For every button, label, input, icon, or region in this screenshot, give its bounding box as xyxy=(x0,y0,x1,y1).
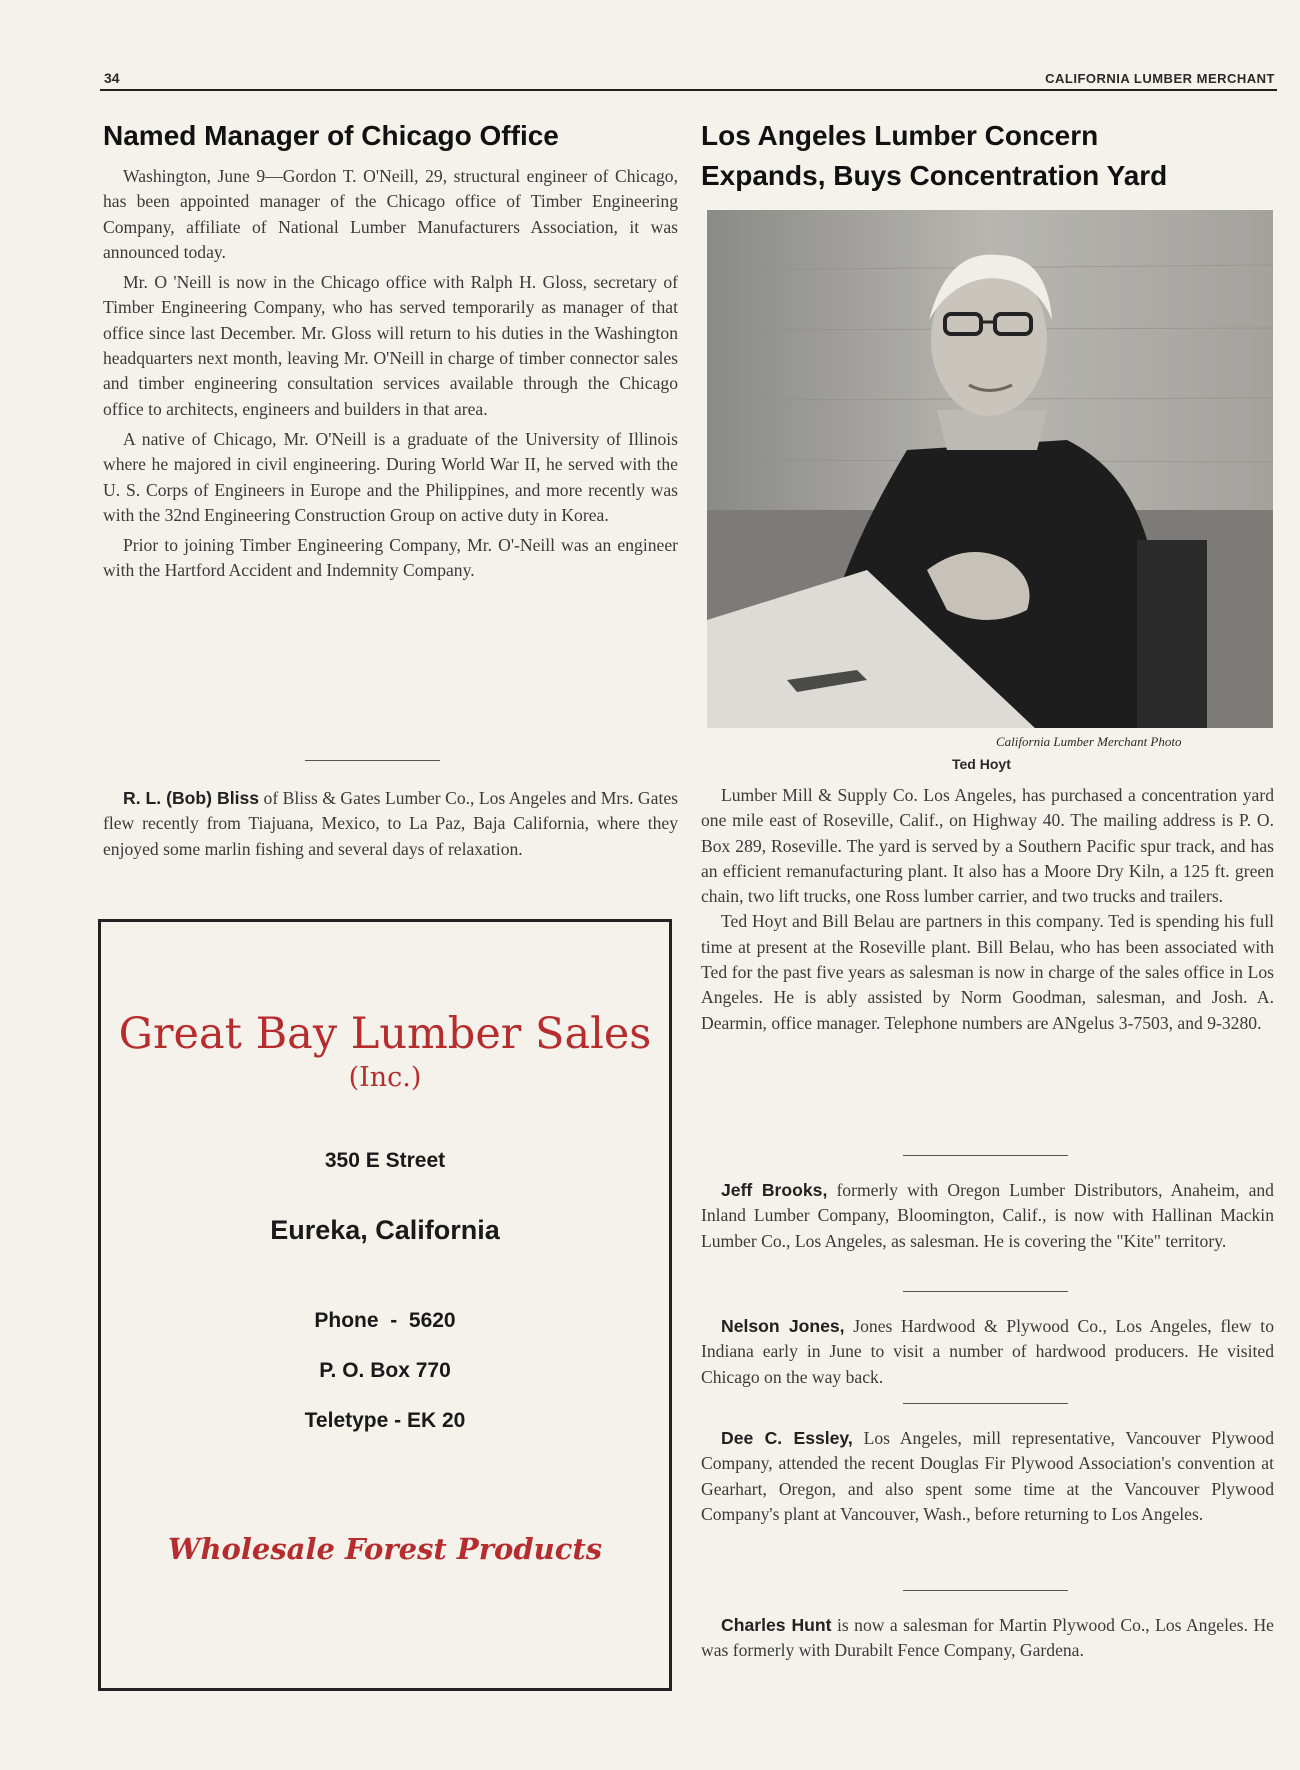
right-article-headline-line1: Los Angeles Lumber Concern xyxy=(701,120,1099,151)
news-item-lead: Nelson Jones, xyxy=(721,1316,845,1336)
news-item-text: Los Angeles, mill representative, Vancouver Plywood Company, attended the recent Douglas Fir Plywood Association's convention at Gearhart, Oregon, and also spent some time at the Vancouver Plywood Company's plant at Vancouver, Wash., before returning to Los Angeles. xyxy=(701,1428,1274,1524)
ted-hoyt-photo xyxy=(707,210,1273,728)
photo-credit: California Lumber Merchant Photo xyxy=(996,734,1182,749)
right-article-body xyxy=(701,783,1274,1036)
advertisement-box xyxy=(98,919,672,1691)
news-item-text: is now a salesman for Martin Plywood Co., Los Angeles. He was formerly with Durabilt Fence Company, Gardena. xyxy=(701,1615,1274,1661)
ad-po-box: P. O. Box 770 xyxy=(319,1359,451,1382)
news-item-lead: Charles Hunt xyxy=(721,1615,832,1635)
left-article-headline: Named Manager of Chicago Office xyxy=(103,120,559,151)
ad-phone: Phone - 5620 xyxy=(314,1309,456,1332)
news-item-text: Jones Hardwood & Plywood Co., Los Angeles, flew to Indiana early in June to visit a number of hardwood producers. He visited Chicago on the way back. xyxy=(701,1316,1274,1387)
header-rule xyxy=(100,89,1277,91)
page-number: 34 xyxy=(104,70,120,86)
photo-illustration xyxy=(707,210,1273,728)
news-item xyxy=(701,1178,1274,1254)
section-divider xyxy=(903,1403,1068,1404)
section-divider xyxy=(305,760,440,761)
left-article-paragraph: A native of Chicago, Mr. O'Neill is a graduate of the University of Illinois where he majored in civil engineering. During World War II, he served with the U. S. Corps of Engineers in Europe and the Philippines, and more recently was with the 32nd Engineering Construction Group on active duty in Korea. xyxy=(103,428,678,525)
section-divider xyxy=(903,1155,1068,1156)
ad-company-inc: (Inc.) xyxy=(348,1062,422,1093)
left-article-paragraph: Washington, June 9—Gordon T. O'Neill, 29, structural engineer of Chicago, has been appointed manager of the Chicago office of Timber Engineering Company, affiliate of National Lumber Manufacturers Association, it was announced today. xyxy=(103,166,678,262)
news-item-lead: Jeff Brooks, xyxy=(721,1180,828,1200)
news-item xyxy=(701,1613,1274,1664)
photo-caption: Ted Hoyt xyxy=(952,756,1011,772)
news-item-lead: Dee C. Essley, xyxy=(721,1428,853,1448)
bliss-item xyxy=(103,786,678,862)
right-article-paragraph: Ted Hoyt and Bill Belau are partners in this company. Ted is spending his full time at present at the Roseville plant. Bill Belau, who has been associated with Ted for the past five years as salesman is now in charge of the sales office in Los Angeles. He is ably assisted by Norm Goodman, salesman, and Josh. A. Dearmin, office manager. Telephone numbers are ANgelus 3-7503, and 9-3280. xyxy=(701,911,1274,1033)
left-article-paragraph: Mr. O 'Neill is now in the Chicago office with Ralph H. Gloss, secretary of Timber Engineering Company, who has served temporarily as manager of that office since last December. Mr. Gloss will return to his duties in the Washington headquarters next month, leaving Mr. O'Neill in charge of timber connector sales and timber engineering consultation services available through the Chicago office to architects, engineers and builders in that area. xyxy=(103,272,678,419)
bliss-item-lead: R. L. (Bob) Bliss xyxy=(123,788,260,808)
news-item xyxy=(701,1314,1274,1390)
news-item-text: formerly with Oregon Lumber Distributors, Anaheim, and Inland Lumber Company, Bloomington, Calif., is now with Hallinan Mackin Lumber Co., Los Angeles, as salesman. He is covering the "Kite" territory. xyxy=(701,1180,1274,1251)
magazine-title: CALIFORNIA LUMBER MERCHANT xyxy=(1045,71,1275,86)
news-item xyxy=(701,1426,1274,1527)
ad-city: Eureka, California xyxy=(270,1215,500,1245)
right-article-headline-line2: Expands, Buys Concentration Yard xyxy=(701,160,1168,191)
ad-street: 350 E Street xyxy=(324,1149,446,1172)
bliss-item-text: of Bliss & Gates Lumber Co., Los Angeles and Mrs. Gates flew recently from Tiajuana, Mexico, to La Paz, Baja California, where they enjoyed some marlin fishing and several days of relaxation. xyxy=(103,788,678,859)
right-article-headline-block xyxy=(701,116,1274,196)
right-article-paragraph: Lumber Mill & Supply Co. Los Angeles, has purchased a concentration yard one mile east of Roseville, Calif., on Highway 40. The mailing address is P. O. Box 289, Roseville. The yard is served by a Southern Pacific spur track, and has an efficient remanufacturing plant. It also has a Moore Dry Kiln, a 125 ft. green chain, two lift trucks, one Ross lumber carrier, and two trucks and trailers. xyxy=(701,785,1274,907)
section-divider xyxy=(903,1590,1068,1591)
ad-teletype: Teletype - EK 20 xyxy=(304,1409,466,1432)
left-article xyxy=(103,116,678,584)
ad-company-name: Great Bay Lumber Sales xyxy=(118,1009,652,1059)
left-article-paragraph: Prior to joining Timber Engineering Company, Mr. O'-Neill was an engineer with the Hartford Accident and Indemnity Company. xyxy=(103,535,678,581)
section-divider xyxy=(903,1291,1068,1292)
ad-tagline: Wholesale Forest Products xyxy=(167,1532,603,1566)
left-article-body xyxy=(103,164,678,584)
